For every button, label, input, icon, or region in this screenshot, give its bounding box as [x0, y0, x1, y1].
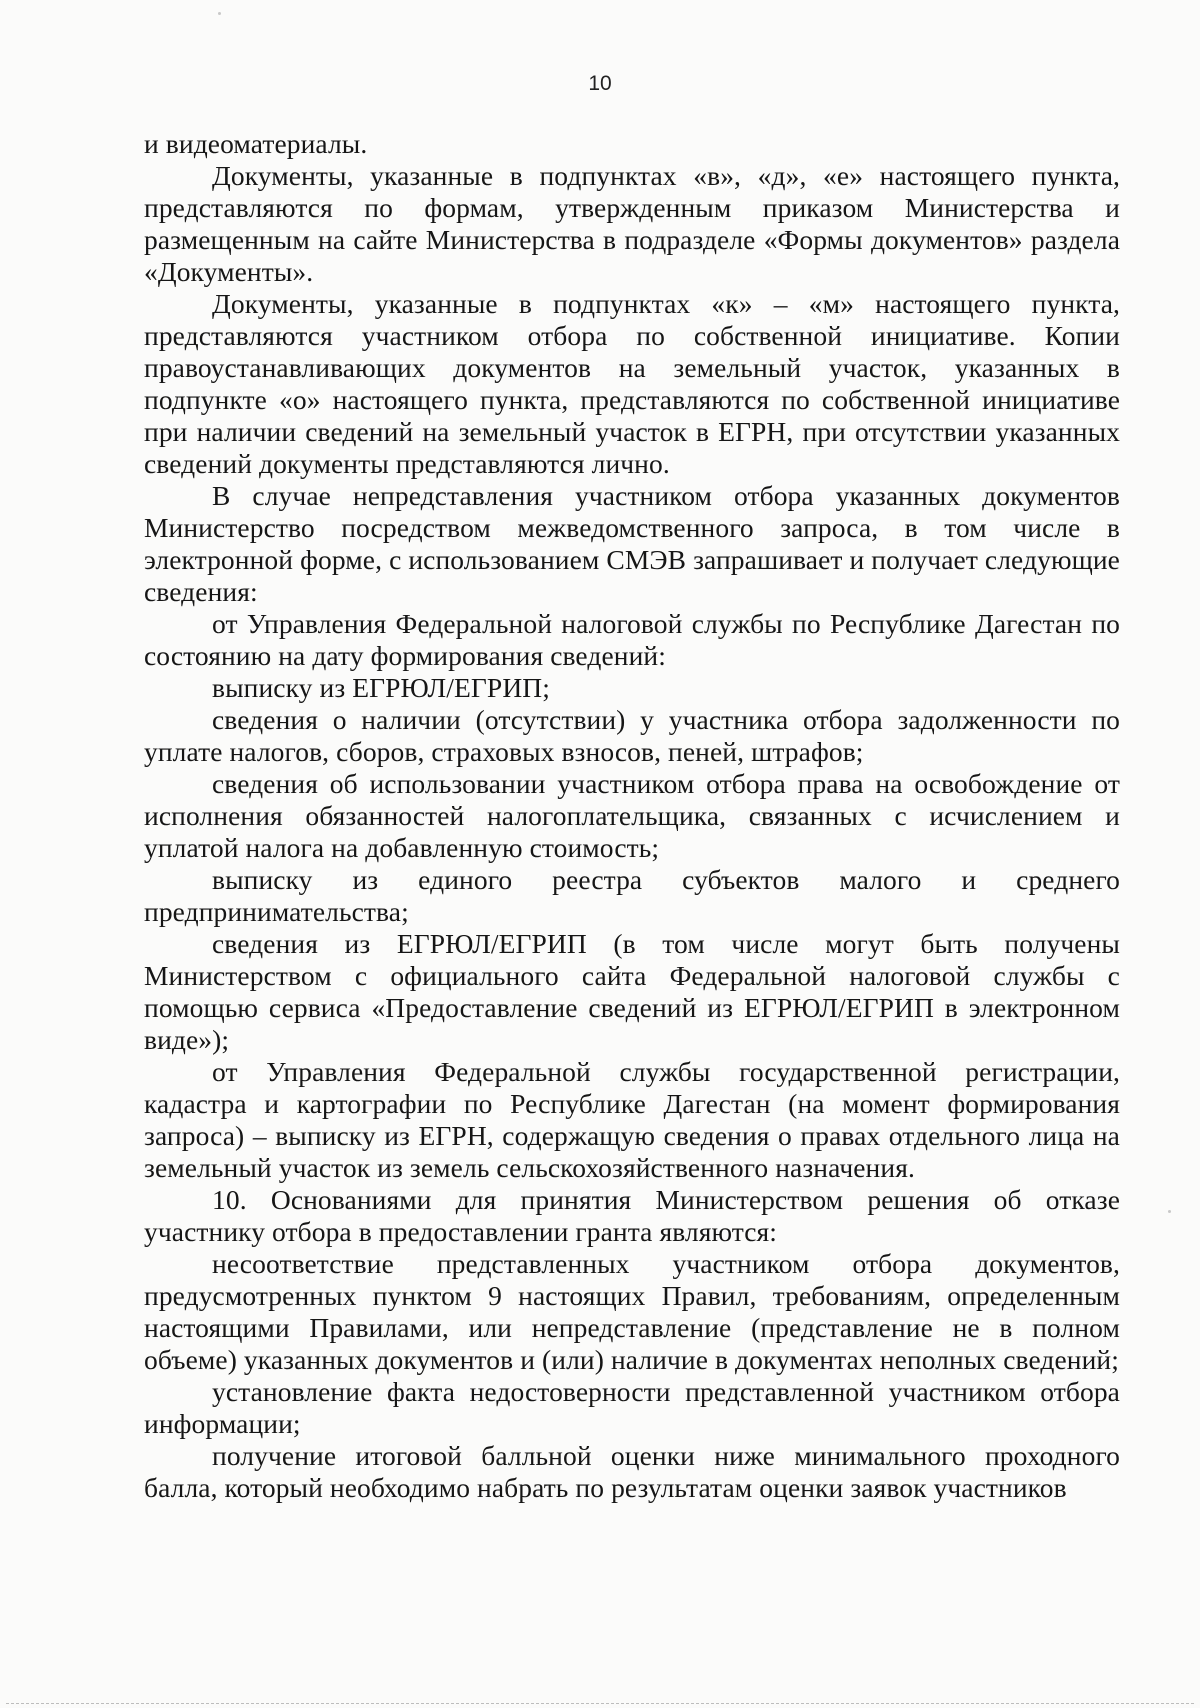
page-number: 10 [588, 72, 612, 95]
paragraph: Документы, указанные в подпунктах «к» – «м» настоящего пункта, представляются участником отбора по собственной инициативе. Копии правоустанавливающих документов на земельный участок, указанных в подпункте «о» настоящего пункта, представляются по собственной инициативе при наличии сведений на земельный участок в ЕГРН, при отсутствии указанных сведений документы представляются лично. [144, 288, 1120, 479]
paragraph: В случае непредставления участником отбора указанных документов Министерство посредством межведомственного запроса, в том числе в электронной форме, с использованием СМЭВ запрашивает и получает следующие сведения: [144, 480, 1120, 607]
scan-artifact [218, 12, 221, 15]
document-body [144, 128, 1120, 1504]
paragraph: выписку из ЕГРЮЛ/ЕГРИП; [212, 672, 550, 703]
paragraph: и видеоматериалы. [144, 128, 368, 159]
paragraph: Документы, указанные в подпунктах «в», «д», «е» настоящего пункта, представляются по формам, утвержденным приказом Министерства и размещенным на сайте Министерства в подразделе «Формы документов» раздела «Документы». [144, 160, 1120, 287]
paragraph: 10. Основаниями для принятия Министерством решения об отказе участнику отбора в предоставлении гранта являются: [144, 1184, 1120, 1247]
paragraph: сведения из ЕГРЮЛ/ЕГРИП (в том числе могут быть получены Министерством с официального сайта Федеральной налоговой службы с помощью сервиса «Предоставление сведений из ЕГРЮЛ/ЕГРИП в электронном виде»); [144, 928, 1120, 1055]
paragraph: установление факта недостоверности представленной участником отбора информации; [144, 1376, 1120, 1439]
paragraph: получение итоговой балльной оценки ниже минимального проходного балла, который необходимо набрать по результатам оценки заявок участников [144, 1440, 1120, 1503]
paragraph: от Управления Федеральной службы государственной регистрации, кадастра и картографии по Республике Дагестан (на момент формирования запроса) – выписку из ЕГРН, содержащую сведения о правах отдельного лица на земельный участок из земель сельскохозяйственного назначения. [144, 1056, 1120, 1183]
paragraph: сведения о наличии (отсутствии) у участника отбора задолженности по уплате налогов, сборов, страховых взносов, пеней, штрафов; [144, 704, 1120, 767]
paragraph: несоответствие представленных участником отбора документов, предусмотренных пунктом 9 настоящих Правил, требованиям, определенным настоящими Правилами, или непредставление (представление не в полном объеме) указанных документов и (или) наличие в документах неполных сведений; [144, 1248, 1120, 1375]
paragraph: от Управления Федеральной налоговой службы по Республике Дагестан по состоянию на дату формирования сведений: [144, 608, 1120, 671]
scan-edge-line [6, 1703, 1194, 1704]
paragraph: сведения об использовании участником отбора права на освобождение от исполнения обязанностей налогоплательщика, связанных с исчислением и уплатой налога на добавленную стоимость; [144, 768, 1120, 863]
paragraph: выписку из единого реестра субъектов малого и среднего предпринимательства; [144, 864, 1120, 927]
scan-artifact [1168, 1210, 1171, 1213]
